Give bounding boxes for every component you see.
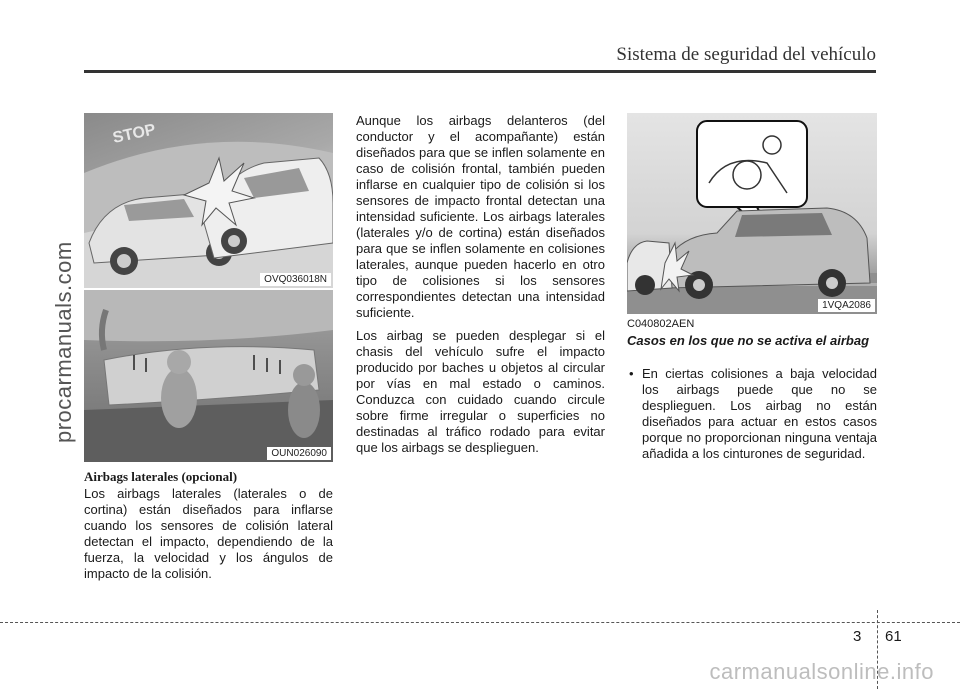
section-code: C040802AEN <box>627 318 695 330</box>
bottom-watermark: carmanualsonline.info <box>709 659 934 684</box>
car-collision-icon <box>84 113 333 288</box>
figure-side-collision <box>84 113 333 288</box>
side-watermark: procarmanuals.com <box>51 241 76 443</box>
footer-dashed-line <box>0 622 960 623</box>
figure-label: OVQ036018N <box>260 273 331 286</box>
figure-caption: Airbags laterales (opcional) <box>84 469 238 484</box>
svg-text:STOP: STOP <box>111 121 158 147</box>
paragraph: Los airbag se pueden desplegar si el chasis del vehículo sufre el impacto producido por baches u objetos al circular por vías en mal estado o caminos. Conduzca con cuidado cuando circule sobre firme irregular o superficies no destinadas al tráfico rodado para evitar que los airbags se desplieguen. <box>356 328 605 455</box>
rear-collision-icon <box>627 113 877 314</box>
page-header-title: Sistema de seguridad del vehículo <box>616 44 876 65</box>
bullet-icon: • <box>629 366 634 381</box>
page-number: 61 <box>885 628 902 645</box>
list-item-text: En ciertas colisiones a baja velocidad los airbags puede que no se desplieguen. Los airbag no están diseñados para actuar en estos casos porque no proporcionan ninguna ventaja añadida a los cinturones de seguridad. <box>642 366 877 461</box>
header-rule <box>84 70 876 73</box>
list-item <box>627 366 877 462</box>
figure-rear-collision <box>627 113 877 314</box>
bullet-list <box>627 366 877 462</box>
curtain-airbag-icon <box>84 290 333 462</box>
figure-label: OUN026090 <box>267 447 331 460</box>
figure-curtain-airbag <box>84 290 333 462</box>
left-column <box>84 486 333 589</box>
figure-label: 1VQA2086 <box>818 299 875 312</box>
section-subheading: Casos en los que no se activa el airbag <box>627 333 870 348</box>
paragraph: Aunque los airbags delanteros (del conductor y el acompañante) están diseñados para que se inflen solamente en caso de colisión frontal, también pueden inflarse en cualquier tipo de colisión si los sensores de impacto frontal detectan una intensidad suficiente. Los airbags laterales (laterales y/o de cortina) están diseñados para que se inflen solamente en colisiones laterales, aunque pueden hacerlo en otro tipo de colisiones si los sensores correspondientes detectan una intensidad suficiente. <box>356 113 605 320</box>
chapter-number: 3 <box>853 628 862 645</box>
middle-column <box>356 113 605 463</box>
paragraph: Los airbags laterales (laterales o de cortina) están diseñados para inflarse cuando los sensores de colisión lateral detectan el impacto, dependiendo de la fuerza, la velocidad y los ángulos de impacto de la colisión. <box>84 486 333 581</box>
